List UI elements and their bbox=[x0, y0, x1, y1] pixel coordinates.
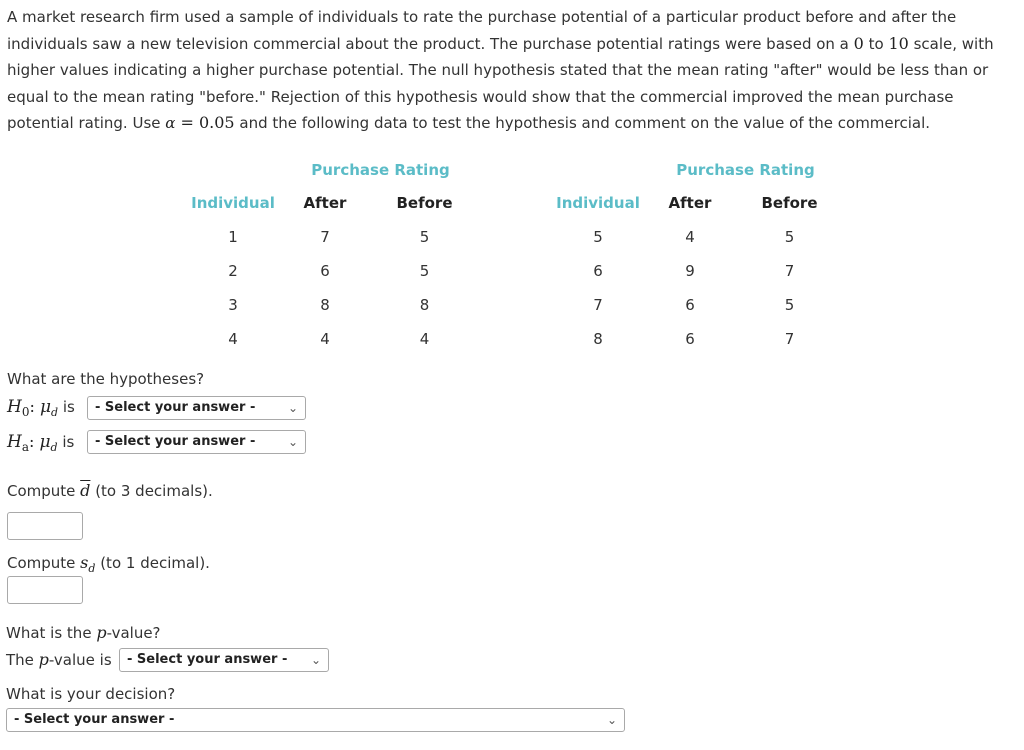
table-row: 5 4 5 bbox=[593, 228, 795, 246]
math-ten: 10 bbox=[888, 33, 909, 53]
decision-select[interactable]: - Select your answer - ⌄ bbox=[6, 708, 625, 732]
table-row: 7 6 5 bbox=[593, 296, 795, 314]
after-header: After bbox=[668, 194, 712, 212]
ratings-table-left bbox=[185, 153, 480, 356]
table-row: 3 8 8 bbox=[228, 296, 430, 314]
purchase-rating-header: Purchase Rating bbox=[311, 160, 450, 179]
sd-question: Compute $s_d$ (to 1 decimal). bbox=[7, 553, 210, 575]
sd-input[interactable] bbox=[7, 576, 83, 604]
table-row: 1 7 5 bbox=[228, 228, 430, 246]
h0-select[interactable]: - Select your answer - ⌄ bbox=[87, 396, 306, 420]
table-row: 4 4 4 bbox=[228, 330, 430, 348]
pvalue-select[interactable]: - Select your answer - ⌄ bbox=[119, 648, 329, 672]
individual-header: Individual bbox=[556, 194, 640, 212]
before-header: Before bbox=[761, 194, 818, 212]
after-header: After bbox=[303, 194, 347, 212]
dbar-input[interactable] bbox=[7, 512, 83, 540]
ha-select[interactable]: - Select your answer - ⌄ bbox=[87, 430, 306, 454]
ratings-table-right bbox=[550, 153, 845, 356]
dbar-question: Compute $\overline{d}$ (to 3 decimals). bbox=[7, 481, 213, 500]
chevron-down-icon: ⌄ bbox=[606, 713, 617, 727]
alpha-symbol: α bbox=[165, 114, 176, 133]
pvalue-label: The p-value is bbox=[6, 650, 112, 669]
math-zero: 0 bbox=[853, 33, 864, 53]
chevron-down-icon: ⌄ bbox=[287, 435, 298, 449]
pvalue-question: What is the p-value? bbox=[6, 623, 161, 642]
alpha-value: 0.05 bbox=[198, 113, 235, 133]
chevron-down-icon: ⌄ bbox=[310, 653, 321, 667]
table-row: 2 6 5 bbox=[228, 262, 430, 280]
individual-header: Individual bbox=[191, 194, 275, 212]
chevron-down-icon: ⌄ bbox=[287, 401, 298, 415]
table-row: 6 9 7 bbox=[593, 262, 795, 280]
table-row: 8 6 7 bbox=[593, 330, 795, 348]
before-header: Before bbox=[396, 194, 453, 212]
hypotheses-question: What are the hypotheses? bbox=[7, 370, 205, 388]
problem-statement: A market research firm used a sample of individuals to rate the purchase potential of a particular product before and after the individuals saw a new television commercial about the product. The purchase potential ratings were based on a 0 to 10 scale, with higher values indicating a higher purchase potential. The null hypothesis stated that the mean rating "after" would be less than or equal to the mean rating "before." Rejection of this hypothesis would show that the commercial improved the mean purchase potential rating. Use α = 0.05 and the following data to test the hypothesis and comment on the value of the commercial. bbox=[7, 8, 994, 133]
purchase-rating-header: Purchase Rating bbox=[676, 160, 815, 179]
decision-question: What is your decision? bbox=[6, 685, 176, 703]
h0-label: $H_0$: $\mu_d$ is bbox=[7, 397, 75, 419]
ha-label: $H_a$: $\mu_d$ is bbox=[7, 432, 75, 454]
